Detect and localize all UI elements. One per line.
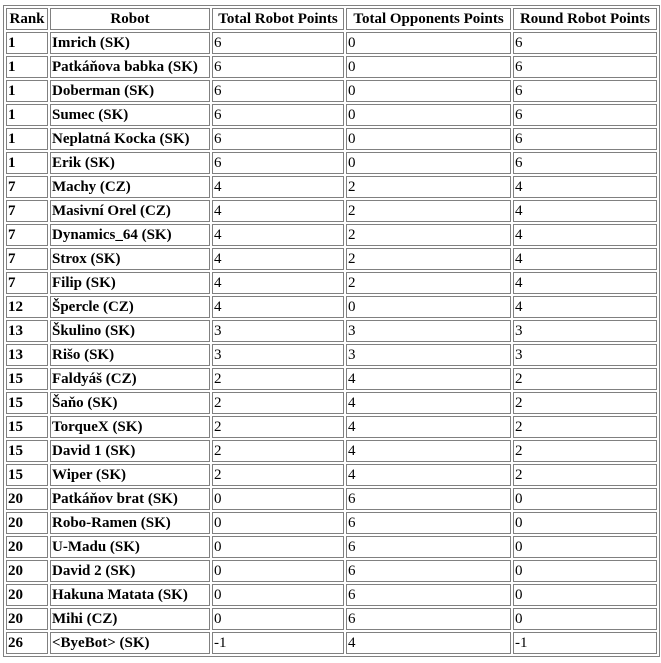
total-robot-points-cell: 2 <box>212 368 344 390</box>
table-row <box>6 128 657 150</box>
robot-name-cell: Neplatná Kocka (SK) <box>50 128 210 150</box>
results-table-head <box>6 8 657 30</box>
robot-name-cell: <ByeBot> (SK) <box>50 632 210 654</box>
robot-name-cell: Machy (CZ) <box>50 176 210 198</box>
rank-cell: 13 <box>6 344 48 366</box>
total-robot-points-cell: 4 <box>212 248 344 270</box>
total-robot-points-cell: 6 <box>212 104 344 126</box>
rank-cell: 20 <box>6 512 48 534</box>
total-opponents-points-cell: 0 <box>346 32 511 54</box>
robot-name-cell: Filip (SK) <box>50 272 210 294</box>
round-robot-points-cell: 2 <box>513 464 657 486</box>
round-robot-points-cell: 6 <box>513 104 657 126</box>
round-robot-points-cell: 4 <box>513 200 657 222</box>
rank-cell: 1 <box>6 80 48 102</box>
total-robot-points-cell: -1 <box>212 632 344 654</box>
table-row <box>6 368 657 390</box>
table-row <box>6 536 657 558</box>
table-row <box>6 32 657 54</box>
total-opponents-points-cell: 4 <box>346 464 511 486</box>
rank-cell: 7 <box>6 176 48 198</box>
table-row <box>6 512 657 534</box>
table-row <box>6 608 657 630</box>
rank-cell: 1 <box>6 32 48 54</box>
total-robot-points-cell: 6 <box>212 80 344 102</box>
rank-cell: 15 <box>6 416 48 438</box>
total-opponents-points-cell: 2 <box>346 200 511 222</box>
total-robot-points-cell: 0 <box>212 584 344 606</box>
round-robot-points-cell: 6 <box>513 80 657 102</box>
total-robot-points-cell: 2 <box>212 416 344 438</box>
table-row <box>6 560 657 582</box>
table-row <box>6 632 657 654</box>
round-robot-points-cell: 6 <box>513 128 657 150</box>
total-opponents-points-cell: 6 <box>346 584 511 606</box>
table-row <box>6 248 657 270</box>
round-robot-points-cell: 4 <box>513 296 657 318</box>
round-robot-points-cell: 2 <box>513 440 657 462</box>
robot-name-cell: Mihi (CZ) <box>50 608 210 630</box>
total-robot-points-cell: 0 <box>212 536 344 558</box>
robot-name-cell: Hakuna Matata (SK) <box>50 584 210 606</box>
round-robot-points-cell: 6 <box>513 32 657 54</box>
rank-cell: 20 <box>6 560 48 582</box>
table-row <box>6 80 657 102</box>
table-row <box>6 152 657 174</box>
total-opponents-points-cell: 2 <box>346 224 511 246</box>
rank-cell: 7 <box>6 200 48 222</box>
total-opponents-points-cell: 4 <box>346 440 511 462</box>
robot-name-cell: Faldyáš (CZ) <box>50 368 210 390</box>
table-row <box>6 344 657 366</box>
total-robot-points-cell: 6 <box>212 56 344 78</box>
total-opponents-points-cell: 4 <box>346 368 511 390</box>
robot-name-cell: Wiper (SK) <box>50 464 210 486</box>
total-opponents-points-cell: 3 <box>346 320 511 342</box>
total-robot-points-cell: 6 <box>212 152 344 174</box>
robot-name-cell: Patkáňov brat (SK) <box>50 488 210 510</box>
total-robot-points-cell: 0 <box>212 512 344 534</box>
total-opponents-points-cell: 2 <box>346 176 511 198</box>
total-opponents-points-cell: 0 <box>346 296 511 318</box>
table-row <box>6 56 657 78</box>
results-table <box>3 5 660 657</box>
total-robot-points-cell: 2 <box>212 392 344 414</box>
total-robot-points-cell: 3 <box>212 320 344 342</box>
round-robot-points-cell: 4 <box>513 248 657 270</box>
rank-cell: 1 <box>6 128 48 150</box>
table-row <box>6 272 657 294</box>
total-opponents-points-cell: 4 <box>346 416 511 438</box>
total-robot-points-cell: 0 <box>212 608 344 630</box>
rank-cell: 1 <box>6 56 48 78</box>
rank-cell: 13 <box>6 320 48 342</box>
robot-name-cell: U-Madu (SK) <box>50 536 210 558</box>
total-robot-points-cell: 6 <box>212 128 344 150</box>
rank-cell: 15 <box>6 368 48 390</box>
table-row <box>6 320 657 342</box>
round-robot-points-cell: 0 <box>513 536 657 558</box>
robot-name-cell: Strox (SK) <box>50 248 210 270</box>
total-opponents-points-cell: 0 <box>346 56 511 78</box>
round-robot-points-cell: 6 <box>513 152 657 174</box>
robot-name-cell: David 2 (SK) <box>50 560 210 582</box>
robot-name-cell: Masivní Orel (CZ) <box>50 200 210 222</box>
total-opponents-points-cell: 4 <box>346 392 511 414</box>
table-row <box>6 584 657 606</box>
round-robot-points-cell: 2 <box>513 392 657 414</box>
round-robot-points-cell: 4 <box>513 224 657 246</box>
table-row <box>6 224 657 246</box>
total-opponents-points-cell: 6 <box>346 608 511 630</box>
rank-cell: 20 <box>6 584 48 606</box>
round-robot-points-cell: 0 <box>513 488 657 510</box>
robot-name-cell: Doberman (SK) <box>50 80 210 102</box>
header-round-robot-points: Round Robot Points <box>513 8 657 30</box>
table-row <box>6 488 657 510</box>
rank-cell: 1 <box>6 104 48 126</box>
total-opponents-points-cell: 4 <box>346 632 511 654</box>
round-robot-points-cell: 3 <box>513 320 657 342</box>
header-total-opponents-points: Total Opponents Points <box>346 8 511 30</box>
total-robot-points-cell: 4 <box>212 272 344 294</box>
round-robot-points-cell: 0 <box>513 560 657 582</box>
total-opponents-points-cell: 0 <box>346 104 511 126</box>
total-opponents-points-cell: 2 <box>346 272 511 294</box>
round-robot-points-cell: 0 <box>513 584 657 606</box>
results-table-body <box>6 32 657 654</box>
robot-name-cell: David 1 (SK) <box>50 440 210 462</box>
robot-name-cell: Rišo (SK) <box>50 344 210 366</box>
round-robot-points-cell: 0 <box>513 608 657 630</box>
rank-cell: 7 <box>6 248 48 270</box>
total-robot-points-cell: 2 <box>212 464 344 486</box>
robot-name-cell: Dynamics_64 (SK) <box>50 224 210 246</box>
robot-name-cell: Robo-Ramen (SK) <box>50 512 210 534</box>
total-opponents-points-cell: 0 <box>346 128 511 150</box>
round-robot-points-cell: 4 <box>513 272 657 294</box>
total-robot-points-cell: 3 <box>212 344 344 366</box>
rank-cell: 15 <box>6 392 48 414</box>
rank-cell: 20 <box>6 488 48 510</box>
rank-cell: 1 <box>6 152 48 174</box>
table-row <box>6 440 657 462</box>
header-rank: Rank <box>6 8 48 30</box>
round-robot-points-cell: 4 <box>513 176 657 198</box>
total-robot-points-cell: 0 <box>212 488 344 510</box>
total-robot-points-cell: 4 <box>212 200 344 222</box>
header-total-robot-points: Total Robot Points <box>212 8 344 30</box>
total-robot-points-cell: 6 <box>212 32 344 54</box>
table-row <box>6 200 657 222</box>
round-robot-points-cell: 0 <box>513 512 657 534</box>
total-robot-points-cell: 2 <box>212 440 344 462</box>
robot-name-cell: Špercle (CZ) <box>50 296 210 318</box>
total-opponents-points-cell: 0 <box>346 80 511 102</box>
rank-cell: 12 <box>6 296 48 318</box>
robot-name-cell: Patkáňova babka (SK) <box>50 56 210 78</box>
total-opponents-points-cell: 6 <box>346 488 511 510</box>
rank-cell: 7 <box>6 272 48 294</box>
round-robot-points-cell: 2 <box>513 416 657 438</box>
total-opponents-points-cell: 6 <box>346 512 511 534</box>
total-robot-points-cell: 4 <box>212 224 344 246</box>
total-opponents-points-cell: 2 <box>346 248 511 270</box>
total-opponents-points-cell: 6 <box>346 536 511 558</box>
rank-cell: 15 <box>6 464 48 486</box>
total-robot-points-cell: 0 <box>212 560 344 582</box>
rank-cell: 15 <box>6 440 48 462</box>
header-robot: Robot <box>50 8 210 30</box>
rank-cell: 7 <box>6 224 48 246</box>
round-robot-points-cell: 6 <box>513 56 657 78</box>
total-opponents-points-cell: 3 <box>346 344 511 366</box>
robot-name-cell: Šaňo (SK) <box>50 392 210 414</box>
total-opponents-points-cell: 0 <box>346 152 511 174</box>
round-robot-points-cell: 2 <box>513 368 657 390</box>
rank-cell: 20 <box>6 536 48 558</box>
table-row <box>6 416 657 438</box>
rank-cell: 26 <box>6 632 48 654</box>
round-robot-points-cell: -1 <box>513 632 657 654</box>
total-opponents-points-cell: 6 <box>346 560 511 582</box>
robot-name-cell: Škulino (SK) <box>50 320 210 342</box>
table-row <box>6 464 657 486</box>
total-robot-points-cell: 4 <box>212 296 344 318</box>
robot-name-cell: Sumec (SK) <box>50 104 210 126</box>
robot-name-cell: Imrich (SK) <box>50 32 210 54</box>
round-robot-points-cell: 3 <box>513 344 657 366</box>
table-row <box>6 392 657 414</box>
table-row <box>6 296 657 318</box>
total-robot-points-cell: 4 <box>212 176 344 198</box>
rank-cell: 20 <box>6 608 48 630</box>
robot-name-cell: TorqueX (SK) <box>50 416 210 438</box>
table-row <box>6 104 657 126</box>
header-row <box>6 8 657 30</box>
table-row <box>6 176 657 198</box>
robot-name-cell: Erik (SK) <box>50 152 210 174</box>
